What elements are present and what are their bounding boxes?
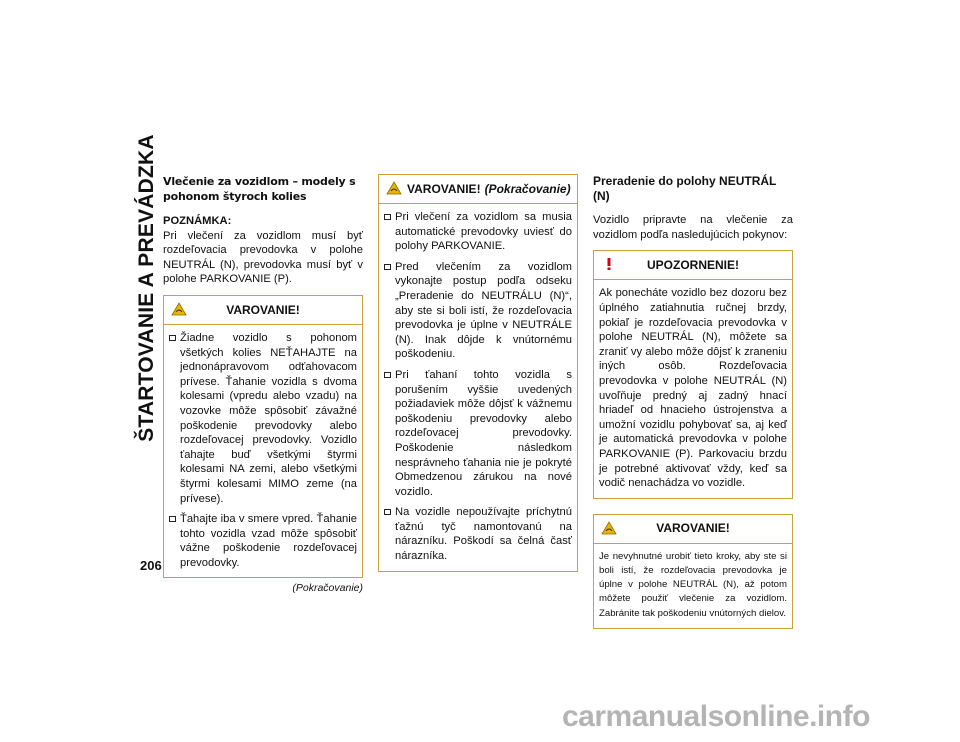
warning-box <box>163 295 363 579</box>
section-sidebar-title <box>134 133 160 442</box>
column-1 <box>163 174 363 596</box>
sidebar-title-text: ŠTARTOVANIE A PREVÁDZKA <box>135 133 158 442</box>
warning-box-title: VAROVANIE! <box>656 521 730 536</box>
warning-box-body <box>379 204 577 571</box>
caution-box-title: UPOZORNENIE! <box>646 258 739 273</box>
list-item: Pri ťahaní tohto vozidla s porušením vyššie uvedených požiadaviek môže dôjsť k vážnemu poškodeniu prevodovky alebo rozdeľovacej prevodovky. Poškodenie následkom nesprávneho ťahania nie je pokryté Obmedzenou zárukou na nové vozidlo. <box>384 368 572 499</box>
exclamation-icon <box>601 257 617 275</box>
caution-box-header <box>594 251 792 280</box>
list-item: Pri vlečení za vozidlom sa musia automatické prevodovky uviesť do polohy PARKOVANIE. <box>384 210 572 254</box>
watermark-text: carmanualsonline.info <box>562 700 870 733</box>
checkbox-bullet-icon <box>384 372 391 378</box>
checkbox-bullet-icon <box>384 509 391 515</box>
intro-text: Vozidlo pripravte na vlečenie za vozidlom podľa nasledujúcich pokynov: <box>593 214 793 241</box>
note-text: Pri vlečení za vozidlom musí byť rozdeľovacia prevodovka v polohe NEUTRÁL (N), prevodovka musí byť v polohe PARKOVANIE (P). <box>163 229 363 286</box>
checkbox-bullet-icon <box>384 214 391 220</box>
warning-box-title: VAROVANIE! <box>407 181 481 196</box>
warning-box-header <box>594 515 792 544</box>
list-item: Ťahajte iba v smere vpred. Ťahanie tohto vozidla vzad môže spôsobiť vážne poškodenie rozdeľovacej prevodovky. <box>169 512 357 570</box>
warning-triangle-icon <box>601 521 617 539</box>
warning-box-header <box>379 175 577 204</box>
checkbox-bullet-icon <box>169 335 176 341</box>
list-item: Žiadne vozidlo s pohonom všetkých kolies NEŤAHAJTE na jednonápravovom odťahovacom prívese. Ťahanie vozidla s dvoma kolesami (vpredu alebo vzadu) na vozovke môže spôsobiť závažné poškodenie prevodovky alebo rozdeľovacej prevodovky. Vozidlo ťahajte buď všetkými štyrmi kolesami NA zemi, alebo všetkými štyrmi kolesami MIMO zeme (na prívese). <box>169 331 357 506</box>
caution-box-body: Ak ponecháte vozidlo bez dozoru bez úplného zatiahnutia ručnej brzdy, pokiaľ je rozdeľovacia prevodovka v polohe NEUTRÁL (N), môžete sa zraniť vy alebo môže dôjsť k zraneniu iných osôb. Rozdeľovacia prevodovka v polohe NEUTRÁL (N) uvoľňuje predný aj zadný hnací hriadeľ od hnacieho ústrojenstva a umožní vozidlu pohybovať sa, aj keď je automatická prevodovka v polohe PARKOVANIE (P). Parkovaciu brzdu je potrebné aktivovať vždy, keď sa vodič nenachádza vo vozidle. <box>599 287 787 490</box>
checkbox-bullet-icon <box>384 264 391 270</box>
caution-box <box>593 250 793 498</box>
warning-box-continued <box>378 174 578 572</box>
warning-box <box>593 514 793 629</box>
continued-label: (Pokračovanie) <box>292 582 363 595</box>
section-heading: Preradenie do polohy NEUTRÁL (N) <box>593 174 777 203</box>
warning-triangle-icon <box>386 181 402 199</box>
column-2 <box>378 174 578 572</box>
checkbox-bullet-icon <box>169 516 176 522</box>
list-item: Na vozidle nepoužívajte príchytnú ťažnú tyč namontovanú na nárazníku. Poškodí sa čelná časť nárazníka. <box>384 505 572 563</box>
section-heading: Vlečenie za vozidlom – modely s pohonom štyroch kolies <box>163 175 356 203</box>
warning-box-body: Je nevyhnutné urobiť tieto kroky, aby ste si boli istí, že rozdeľovacia prevodovka je úplne v polohe NEUTRÁL (N), až potom môžete použiť vlečenie za vozidlom. Zabránite tak poškodeniu vnútorných dielov. <box>599 550 787 619</box>
column-3 <box>593 174 793 629</box>
warning-triangle-icon <box>171 302 187 320</box>
page-number: 206 <box>140 558 162 573</box>
warning-box-title-suffix: (Pokračovanie) <box>484 181 571 196</box>
note-label: POZNÁMKA: <box>163 215 232 227</box>
list-item: Pred vlečením za vozidlom vykonajte postup podľa odseku „Preradenie do NEUTRÁLU (N)“, aby ste si boli istí, že rozdeľovacia prevodovka je úplne v NEUTRÁLE (N). Inak dôjde k vnútornému poškodeniu. <box>384 260 572 362</box>
warning-box-header <box>164 296 362 325</box>
warning-box-body <box>164 325 362 578</box>
warning-box-title: VAROVANIE! <box>226 302 300 317</box>
